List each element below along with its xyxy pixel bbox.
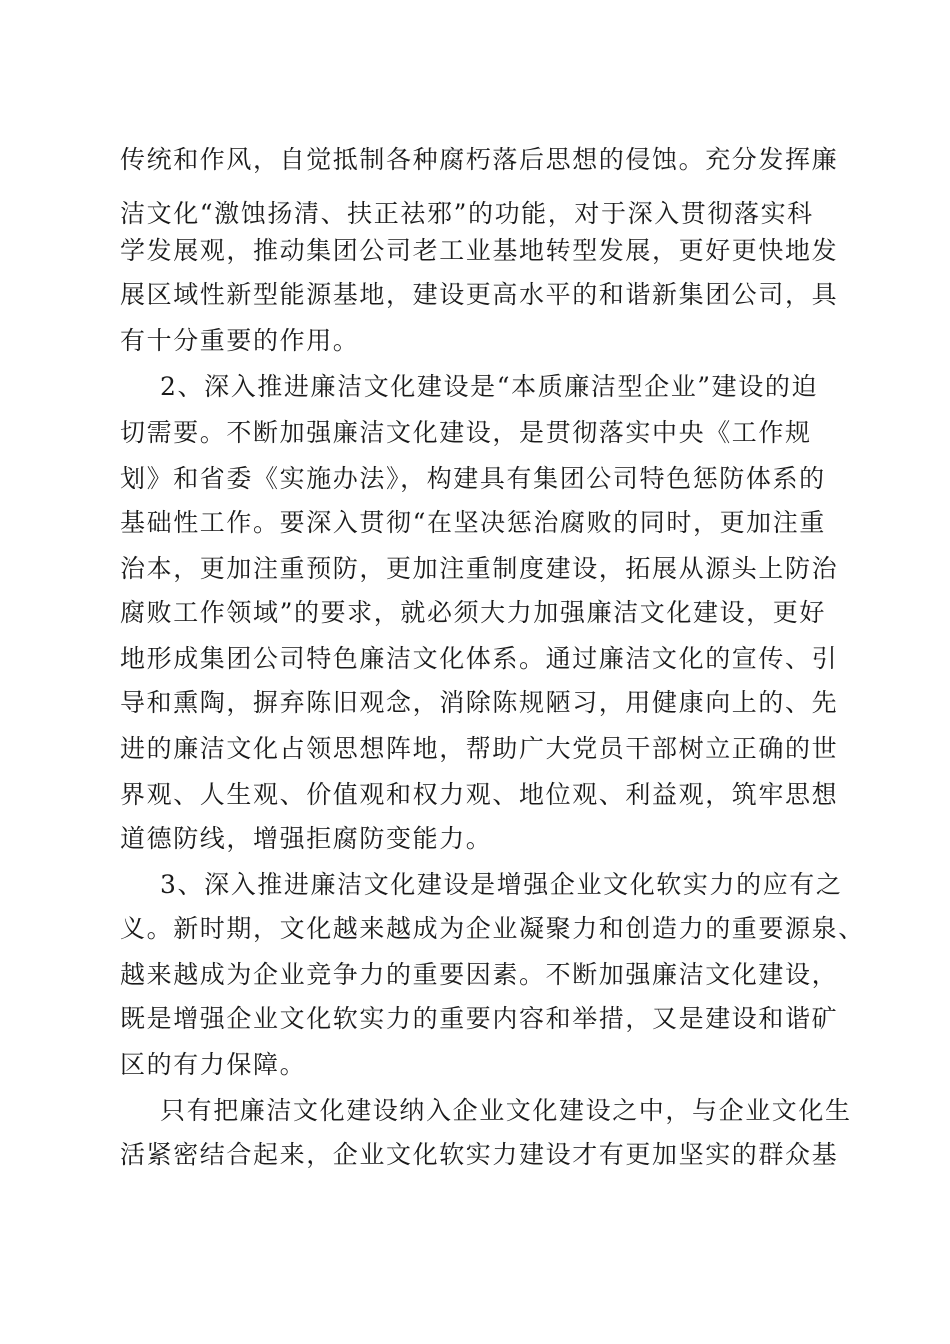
text-line: 区的有力保障。: [120, 1050, 307, 1079]
text-line: 划》和省委《实施办法》，构建具有集团公司特色惩防体系的: [120, 464, 826, 493]
paragraph-2-start: 2、深入推进廉洁文化建设是“本质廉洁型企业”建设的迫: [160, 372, 819, 401]
text-line: 传统和作风，自觉抵制各种腐朽落后思想的侵蚀。充分发挥廉: [120, 145, 839, 174]
text-line: 界观、人生观、价值观和权力观、地位观、利益观，筑牢思想: [120, 780, 839, 809]
text-line: 活紧密结合起来，企业文化软实力建设才有更加坚实的群众基: [120, 1140, 839, 1169]
text-line: 洁文化“激蚀扬清、扶正祛邪”的功能，对于深入贯彻落实科: [120, 199, 814, 228]
text-line: 地形成集团公司特色廉洁文化体系。通过廉洁文化的宣传、引: [120, 644, 839, 673]
paragraph-3-start: 3、深入推进廉洁文化建设是增强企业文化软实力的应有之: [160, 870, 843, 899]
text-line: 有十分重要的作用。: [120, 326, 360, 355]
text-line: 学发展观，推动集团公司老工业基地转型发展，更好更快地发: [120, 236, 839, 265]
text-line: 腐败工作领域”的要求，就必须大力加强廉洁文化建设，更好: [120, 598, 826, 627]
text-line: 导和熏陶，摒弃陈旧观念，消除陈规陋习，用健康向上的、先: [120, 688, 839, 717]
paragraph-4-start: 只有把廉洁文化建设纳入企业文化建设之中，与企业文化生: [160, 1096, 852, 1125]
text-line: 展区域性新型能源基地，建设更高水平的和谐新集团公司，具: [120, 280, 839, 309]
text-line: 进的廉洁文化占领思想阵地，帮助广大党员干部树立正确的世: [120, 734, 839, 763]
text-line: 义。新时期，文化越来越成为企业凝聚力和创造力的重要源泉、: [120, 914, 865, 943]
text-line: 越来越成为企业竞争力的重要因素。不断加强廉洁文化建设，: [120, 960, 839, 989]
text-line: 道德防线，增强拒腐防变能力。: [120, 824, 493, 853]
text-line: 切需要。不断加强廉洁文化建设，是贯彻落实中央《工作规: [120, 418, 812, 447]
text-line: 治本，更加注重预防，更加注重制度建设，拓展从源头上防治: [120, 554, 839, 583]
text-line: 基础性工作。要深入贯彻“在坚决惩治腐败的同时，更加注重: [120, 508, 826, 537]
text-line: 既是增强企业文化软实力的重要内容和举措，又是建设和谐矿: [120, 1004, 839, 1033]
